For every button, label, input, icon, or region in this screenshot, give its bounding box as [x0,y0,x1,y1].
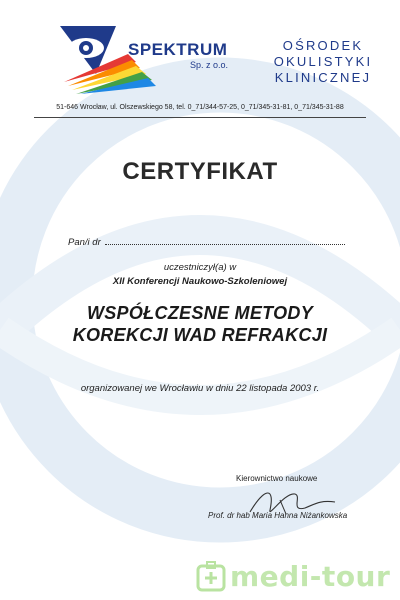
watermark-text: medi-tour [230,560,391,593]
clinic-name-line-2: OKULISTYKI [273,54,373,69]
recipient-row [68,236,358,248]
recipient-label: Pan/i dr [68,237,101,248]
brand-sub: Sp. z o.o. [190,60,229,70]
conference-topic-line-1: WSPÓŁCZESNE METODY [86,303,314,323]
certificate-title: CERTYFIKAT [122,158,278,185]
header-divider [34,117,366,118]
scientific-lead-label: Kierownictwo naukowe [236,474,318,483]
clinic-name [258,38,388,86]
conference-topic-line-2: KOREKCJI WAD REFRAKCJI [72,325,328,345]
address-line: 51-646 Wrocław, ul. Olszewskiego 58, tel. 0_71/344-57-25, 0_71/345-31-81, 0_71/345-31-88 [56,104,344,111]
clinic-name-line-3: KLINICZNEJ [274,70,372,85]
participated-text: uczestniczył(a) w [163,262,237,273]
clinic-name-line-1: OŚRODEK [282,38,364,53]
signatory-name: Prof. dr hab Maria Hanna Niżankowska [208,511,348,520]
recipient-name-blank [105,236,345,245]
brand-name: SPEKTRUM [128,40,228,59]
conference-name: XII Konferencji Naukowo-Szkoleniowej [112,276,288,287]
organized-text: organizowanej we Wrocławiu w dniu 22 listopada 2003 r. [80,383,320,394]
conference-topic [0,302,400,346]
